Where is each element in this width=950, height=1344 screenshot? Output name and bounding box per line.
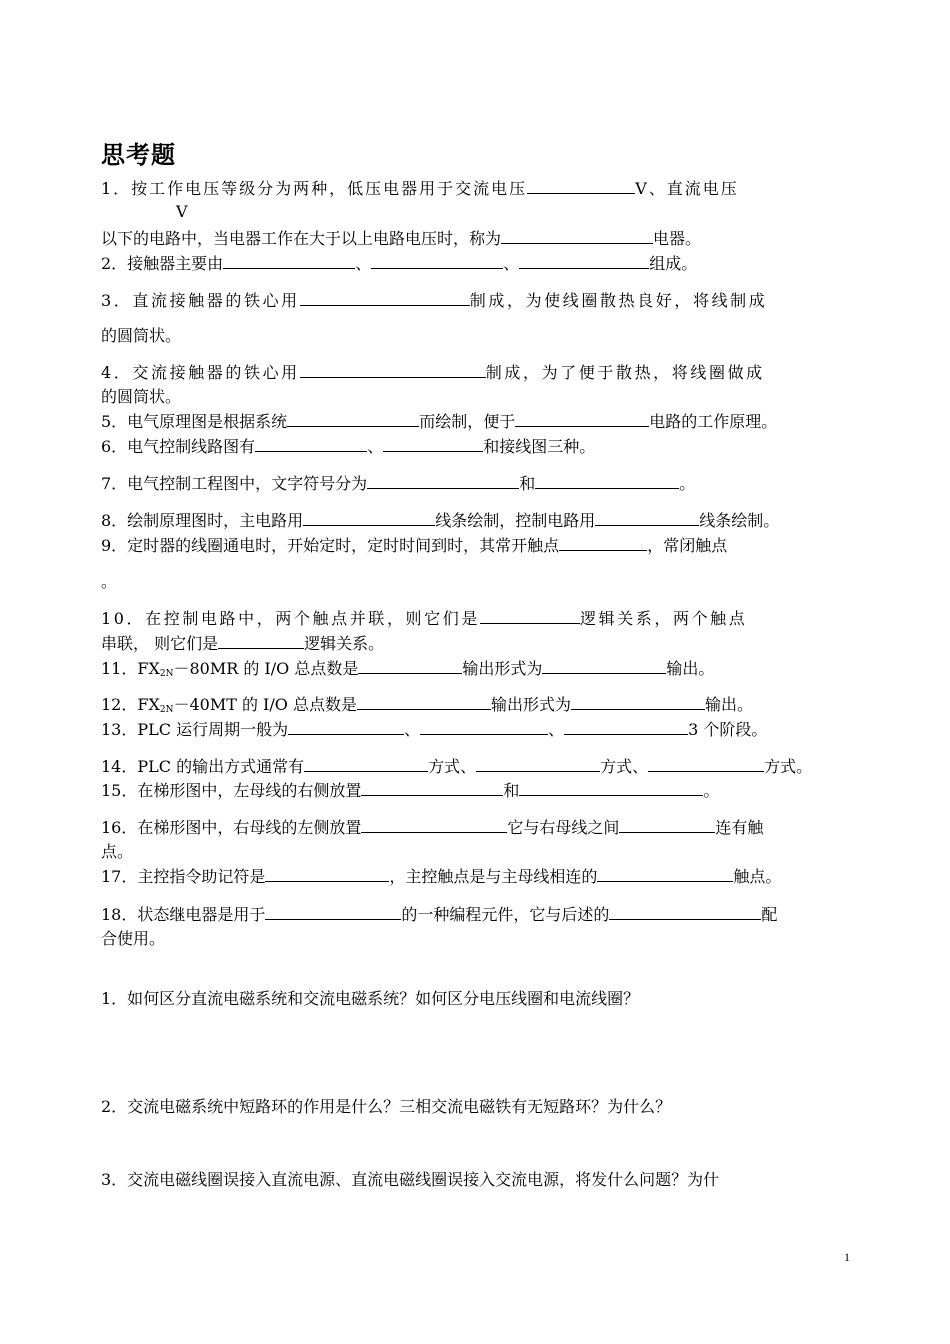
answer-blank[interactable] <box>420 719 548 735</box>
q10-text-c: 串联， 则它们是 <box>101 634 219 653</box>
answer-blank[interactable] <box>480 608 580 624</box>
question-15 <box>101 780 719 801</box>
q8-text-c: 线条绘制。 <box>699 511 780 530</box>
q2-text-a: 2．接触器主要由 <box>101 254 224 273</box>
q1-text-e: 电器。 <box>653 229 702 248</box>
short-answer-question-1: 1．如何区分直流电磁系统和交流电磁系统？如何区分电压线圈和电流线圈？ <box>101 989 640 1008</box>
question-2 <box>101 253 697 274</box>
q14-text-d: 方式。 <box>764 757 813 776</box>
answer-blank[interactable] <box>571 694 705 710</box>
q11-text-d: 输出。 <box>666 659 715 678</box>
q16-text-d: 点。 <box>101 842 134 861</box>
question-9-line-1 <box>101 535 727 556</box>
q18-text-b: 的一种编程元件，它与后述的 <box>401 905 610 924</box>
q7-text-b: 和 <box>519 474 536 493</box>
answer-blank[interactable] <box>515 411 649 427</box>
question-8 <box>101 510 779 531</box>
answer-blank[interactable] <box>304 756 428 772</box>
answer-blank[interactable] <box>519 780 703 796</box>
q8-text-b: 线条绘制，控制电路用 <box>435 511 596 530</box>
q3-text-a: 3．直流接触器的铁心用 <box>101 291 300 310</box>
q14-text-c: 方式、 <box>600 757 649 776</box>
question-13 <box>101 719 767 740</box>
q15-text-a: 15．在梯形图中，左母线的右侧放置 <box>101 781 362 800</box>
answer-blank[interactable] <box>300 290 470 306</box>
answer-blank[interactable] <box>288 719 404 735</box>
question-7 <box>101 473 695 494</box>
q4-text-b: 制成，为了便于散热，将线圈做成 <box>485 363 765 382</box>
q4-text-a: 4．交流接触器的铁心用 <box>101 363 300 382</box>
q15-text-c: 。 <box>703 781 720 800</box>
answer-blank[interactable] <box>255 436 367 452</box>
question-4-line-1 <box>101 362 765 383</box>
question-18-line-1 <box>101 904 777 925</box>
q5-text-b: 而绘制，便于 <box>419 412 516 431</box>
q1-text-d: 以下的电路中，当电器工作在大于以上电路电压时，称为 <box>101 229 502 248</box>
q16-text-a: 16．在梯形图中，右母线的左侧放置 <box>101 818 362 837</box>
short-answer-question-3: 3．交流电磁线圈误接入直流电源、直流电磁线圈误接入交流电源，将发什么问题？为什 <box>101 1170 720 1189</box>
q5-text-c: 电路的工作原理。 <box>649 412 778 431</box>
q12-text-a: 12．FX <box>101 695 160 714</box>
answer-blank[interactable] <box>619 817 715 833</box>
short-answer-question-2: 2．交流电磁系统中短路环的作用是什么？三相交流电磁铁有无短路环？为什么？ <box>101 1097 672 1116</box>
answer-blank[interactable] <box>265 866 389 882</box>
q1-text-c: V <box>176 202 188 221</box>
q16-text-b: 它与右母线之间 <box>507 818 620 837</box>
q10-text-b: 逻辑关系，两个触点 <box>579 609 748 628</box>
answer-blank[interactable] <box>648 756 764 772</box>
q3-text-b: 制成，为使线圈散热良好，将线制成 <box>469 291 768 310</box>
q14-text-b: 方式、 <box>428 757 477 776</box>
q13-sep-1: 、 <box>404 720 421 739</box>
q11-text-c: 输出形式为 <box>462 659 543 678</box>
q2-sep-2: 、 <box>503 254 520 273</box>
q17-text-b: ，主控触点是与主母线相连的 <box>389 867 598 886</box>
question-12 <box>101 694 753 720</box>
answer-blank[interactable] <box>358 658 462 674</box>
question-1-line-1 <box>101 178 739 199</box>
q6-text-a: 6．电气控制线路图有 <box>101 437 256 456</box>
q1-text-a: 1．按工作电压等级分为两种，低压电器用于交流电压 <box>101 179 528 198</box>
question-14 <box>101 756 812 777</box>
answer-blank[interactable] <box>542 658 666 674</box>
q10-text-d: 逻辑关系。 <box>304 634 385 653</box>
question-5 <box>101 411 777 432</box>
question-1-line-2 <box>101 228 701 249</box>
question-6 <box>101 436 595 457</box>
answer-blank[interactable] <box>564 719 688 735</box>
q6-text-b: 和接线图三种。 <box>483 437 596 456</box>
answer-blank[interactable] <box>519 253 649 269</box>
q6-sep: 、 <box>367 437 384 456</box>
q9-text-a: 9．定时器的线圈通电时，开始定时，定时时间到时，其常开触点 <box>101 536 560 555</box>
answer-blank[interactable] <box>609 904 761 920</box>
answer-blank[interactable] <box>501 228 653 244</box>
q7-text-c: 。 <box>679 474 696 493</box>
q1-text-b: V、直流电压 <box>635 179 739 198</box>
question-10-line-2 <box>101 633 384 654</box>
answer-blank[interactable] <box>476 756 600 772</box>
answer-blank[interactable] <box>265 904 401 920</box>
q13-text-b: 3 个阶段。 <box>688 720 768 739</box>
q9-text-b: ，常闭触点 <box>647 536 728 555</box>
q9-text-c: 。 <box>101 572 118 591</box>
page-number: 1 <box>844 1250 850 1264</box>
q5-text-a: 5．电气原理图是根据系统 <box>101 412 288 431</box>
q12-text-c: 输出形式为 <box>490 695 571 714</box>
question-16-line-1 <box>101 817 763 838</box>
question-10-line-1 <box>101 608 747 629</box>
q14-text-a: 14．PLC 的输出方式通常有 <box>101 757 305 776</box>
q16-text-c: 连有触 <box>715 818 764 837</box>
q12-text-d: 输出。 <box>705 695 754 714</box>
q13-sep-2: 、 <box>548 720 565 739</box>
answer-blank[interactable] <box>595 510 699 526</box>
answer-blank[interactable] <box>559 535 647 551</box>
q11-text-b: －80MR 的 I/O 总点数是 <box>173 659 359 678</box>
q7-text-a: 7．电气控制工程图中，文字符号分为 <box>101 474 368 493</box>
q12-text-b: －40MT 的 I/O 总点数是 <box>173 695 357 714</box>
answer-blank[interactable] <box>371 253 503 269</box>
answer-blank[interactable] <box>383 436 483 452</box>
q17-text-c: 触点。 <box>733 867 782 886</box>
q11-subscript: 2N <box>159 669 174 679</box>
q13-text-a: 13．PLC 运行周期一般为 <box>101 720 289 739</box>
answer-blank[interactable] <box>527 178 635 194</box>
page-title: 思考题 <box>101 141 176 169</box>
q12-subscript: 2N <box>159 705 174 715</box>
q4-text-c: 的圆筒状。 <box>101 387 182 406</box>
q18-text-d: 合使用。 <box>101 929 166 948</box>
answer-blank[interactable] <box>218 633 304 649</box>
q8-text-a: 8．绘制原理图时，主电路用 <box>101 511 304 530</box>
answer-blank[interactable] <box>367 473 519 489</box>
answer-blank[interactable] <box>597 866 733 882</box>
q2-sep-1: 、 <box>355 254 372 273</box>
q2-text-b: 组成。 <box>649 254 698 273</box>
answer-blank[interactable] <box>361 817 507 833</box>
q11-text-a: 11．FX <box>101 659 160 678</box>
q15-text-b: 和 <box>503 781 520 800</box>
q3-text-c: 的圆筒状。 <box>101 326 182 345</box>
q18-text-a: 18．状态继电器是用于 <box>101 905 266 924</box>
answer-blank[interactable] <box>357 694 491 710</box>
q10-text-a: 10．在控制电路中，两个触点并联，则它们是 <box>101 609 480 628</box>
answer-blank[interactable] <box>223 253 355 269</box>
answer-blank[interactable] <box>287 411 419 427</box>
q18-text-c: 配 <box>761 905 778 924</box>
answer-blank[interactable] <box>303 510 435 526</box>
question-11 <box>101 658 714 684</box>
q17-text-a: 17．主控指令助记符是 <box>101 867 266 886</box>
question-3-line-1 <box>101 290 767 311</box>
answer-blank[interactable] <box>300 362 486 378</box>
question-17 <box>101 866 781 887</box>
answer-blank[interactable] <box>535 473 679 489</box>
answer-blank[interactable] <box>361 780 503 796</box>
